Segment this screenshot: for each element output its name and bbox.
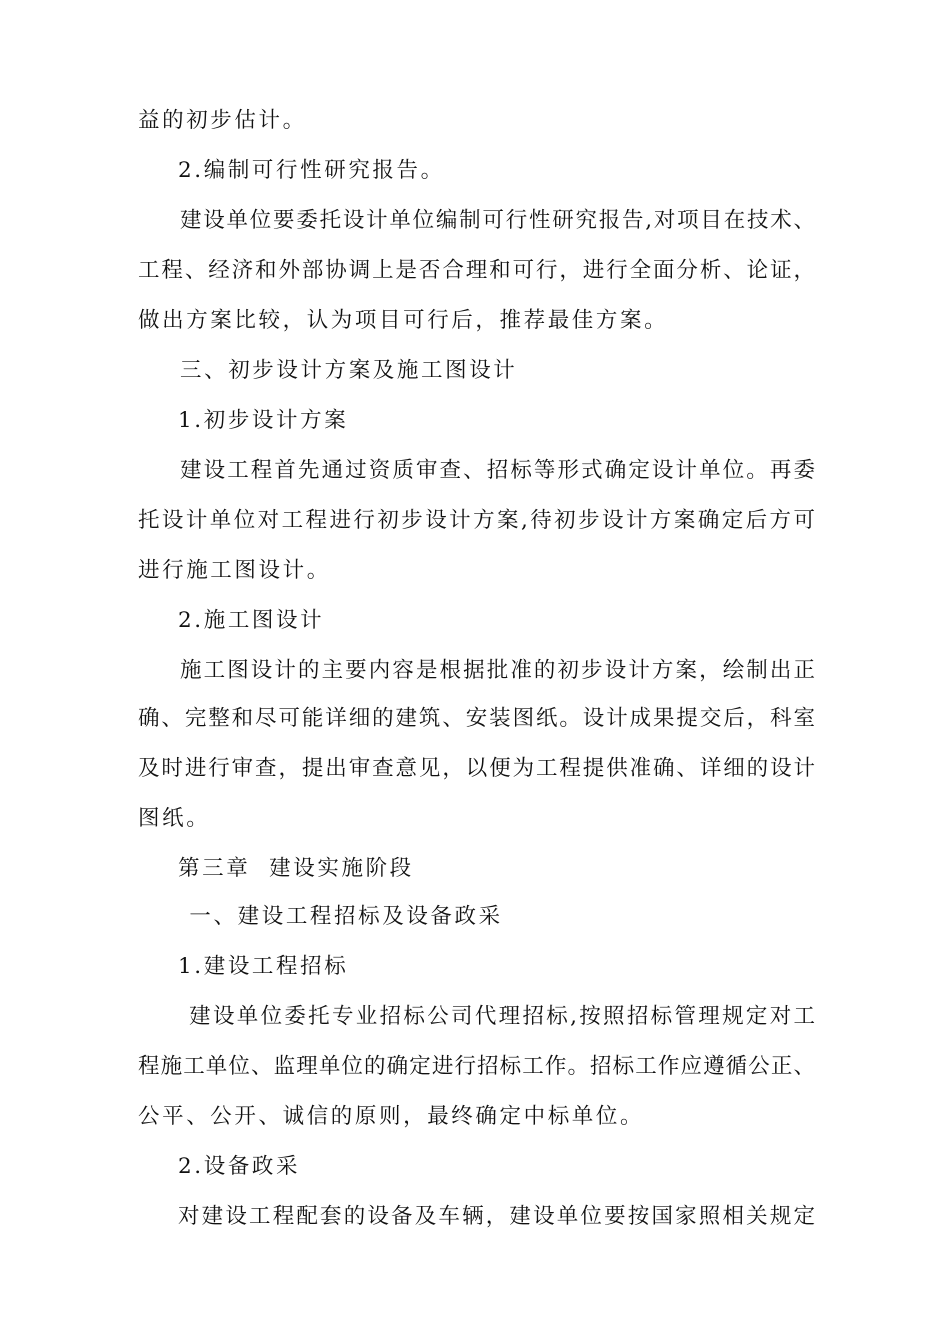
paragraph-line: 益的初步估计。 [138,108,307,133]
item-heading: 1.建设工程招标 [178,954,349,979]
paragraph-line: 工程、经济和外部协调上是否合理和可行，进行全面分析、论证， [138,258,815,283]
item-heading: 2.施工图设计 [178,608,325,633]
paragraph-line: 施工图设计的主要内容是根据批准的初步设计方案，绘制出正 [180,658,815,683]
paragraph-line: 及时进行审查，提出审查意见，以便为工程提供准确、详细的设计 [138,756,815,781]
paragraph-line: 进行施工图设计。 [138,558,331,583]
paragraph-line: 对建设工程配套的设备及车辆，建设单位要按国家照相关规定 [178,1204,815,1229]
paragraph-line: 建设工程首先通过资质审查、招标等形式确定设计单位。再委 [180,458,815,483]
paragraph-line: 建设单位要委托设计单位编制可行性研究报告,对项目在技术、 [180,208,815,233]
paragraph-line: 图纸。 [138,806,211,831]
paragraph-line: 程施工单位、监理单位的确定进行招标工作。招标工作应遵循公正、 [138,1054,815,1079]
item-heading: 2.设备政采 [178,1154,301,1179]
item-heading: 2.编制可行性研究报告。 [178,158,445,183]
section-heading: 一、建设工程招标及设备政采 [180,904,503,929]
paragraph-line: 做出方案比较，认为项目可行后，推荐最佳方案。 [138,308,669,333]
chapter-heading: 第三章 建设实施阶段 [178,856,414,881]
section-heading: 三、初步设计方案及施工图设计 [180,358,518,383]
paragraph-line: 确、完整和尽可能详细的建筑、安装图纸。设计成果提交后，科室 [138,706,815,731]
paragraph-line: 公平、公开、诚信的原则，最终确定中标单位。 [138,1104,645,1129]
item-heading: 1.初步设计方案 [178,408,349,433]
paragraph-line: 托设计单位对工程进行初步设计方案,待初步设计方案确定后方可 [138,508,815,533]
paragraph-line: 建设单位委托专业招标公司代理招标,按照招标管理规定对工 [180,1004,815,1029]
